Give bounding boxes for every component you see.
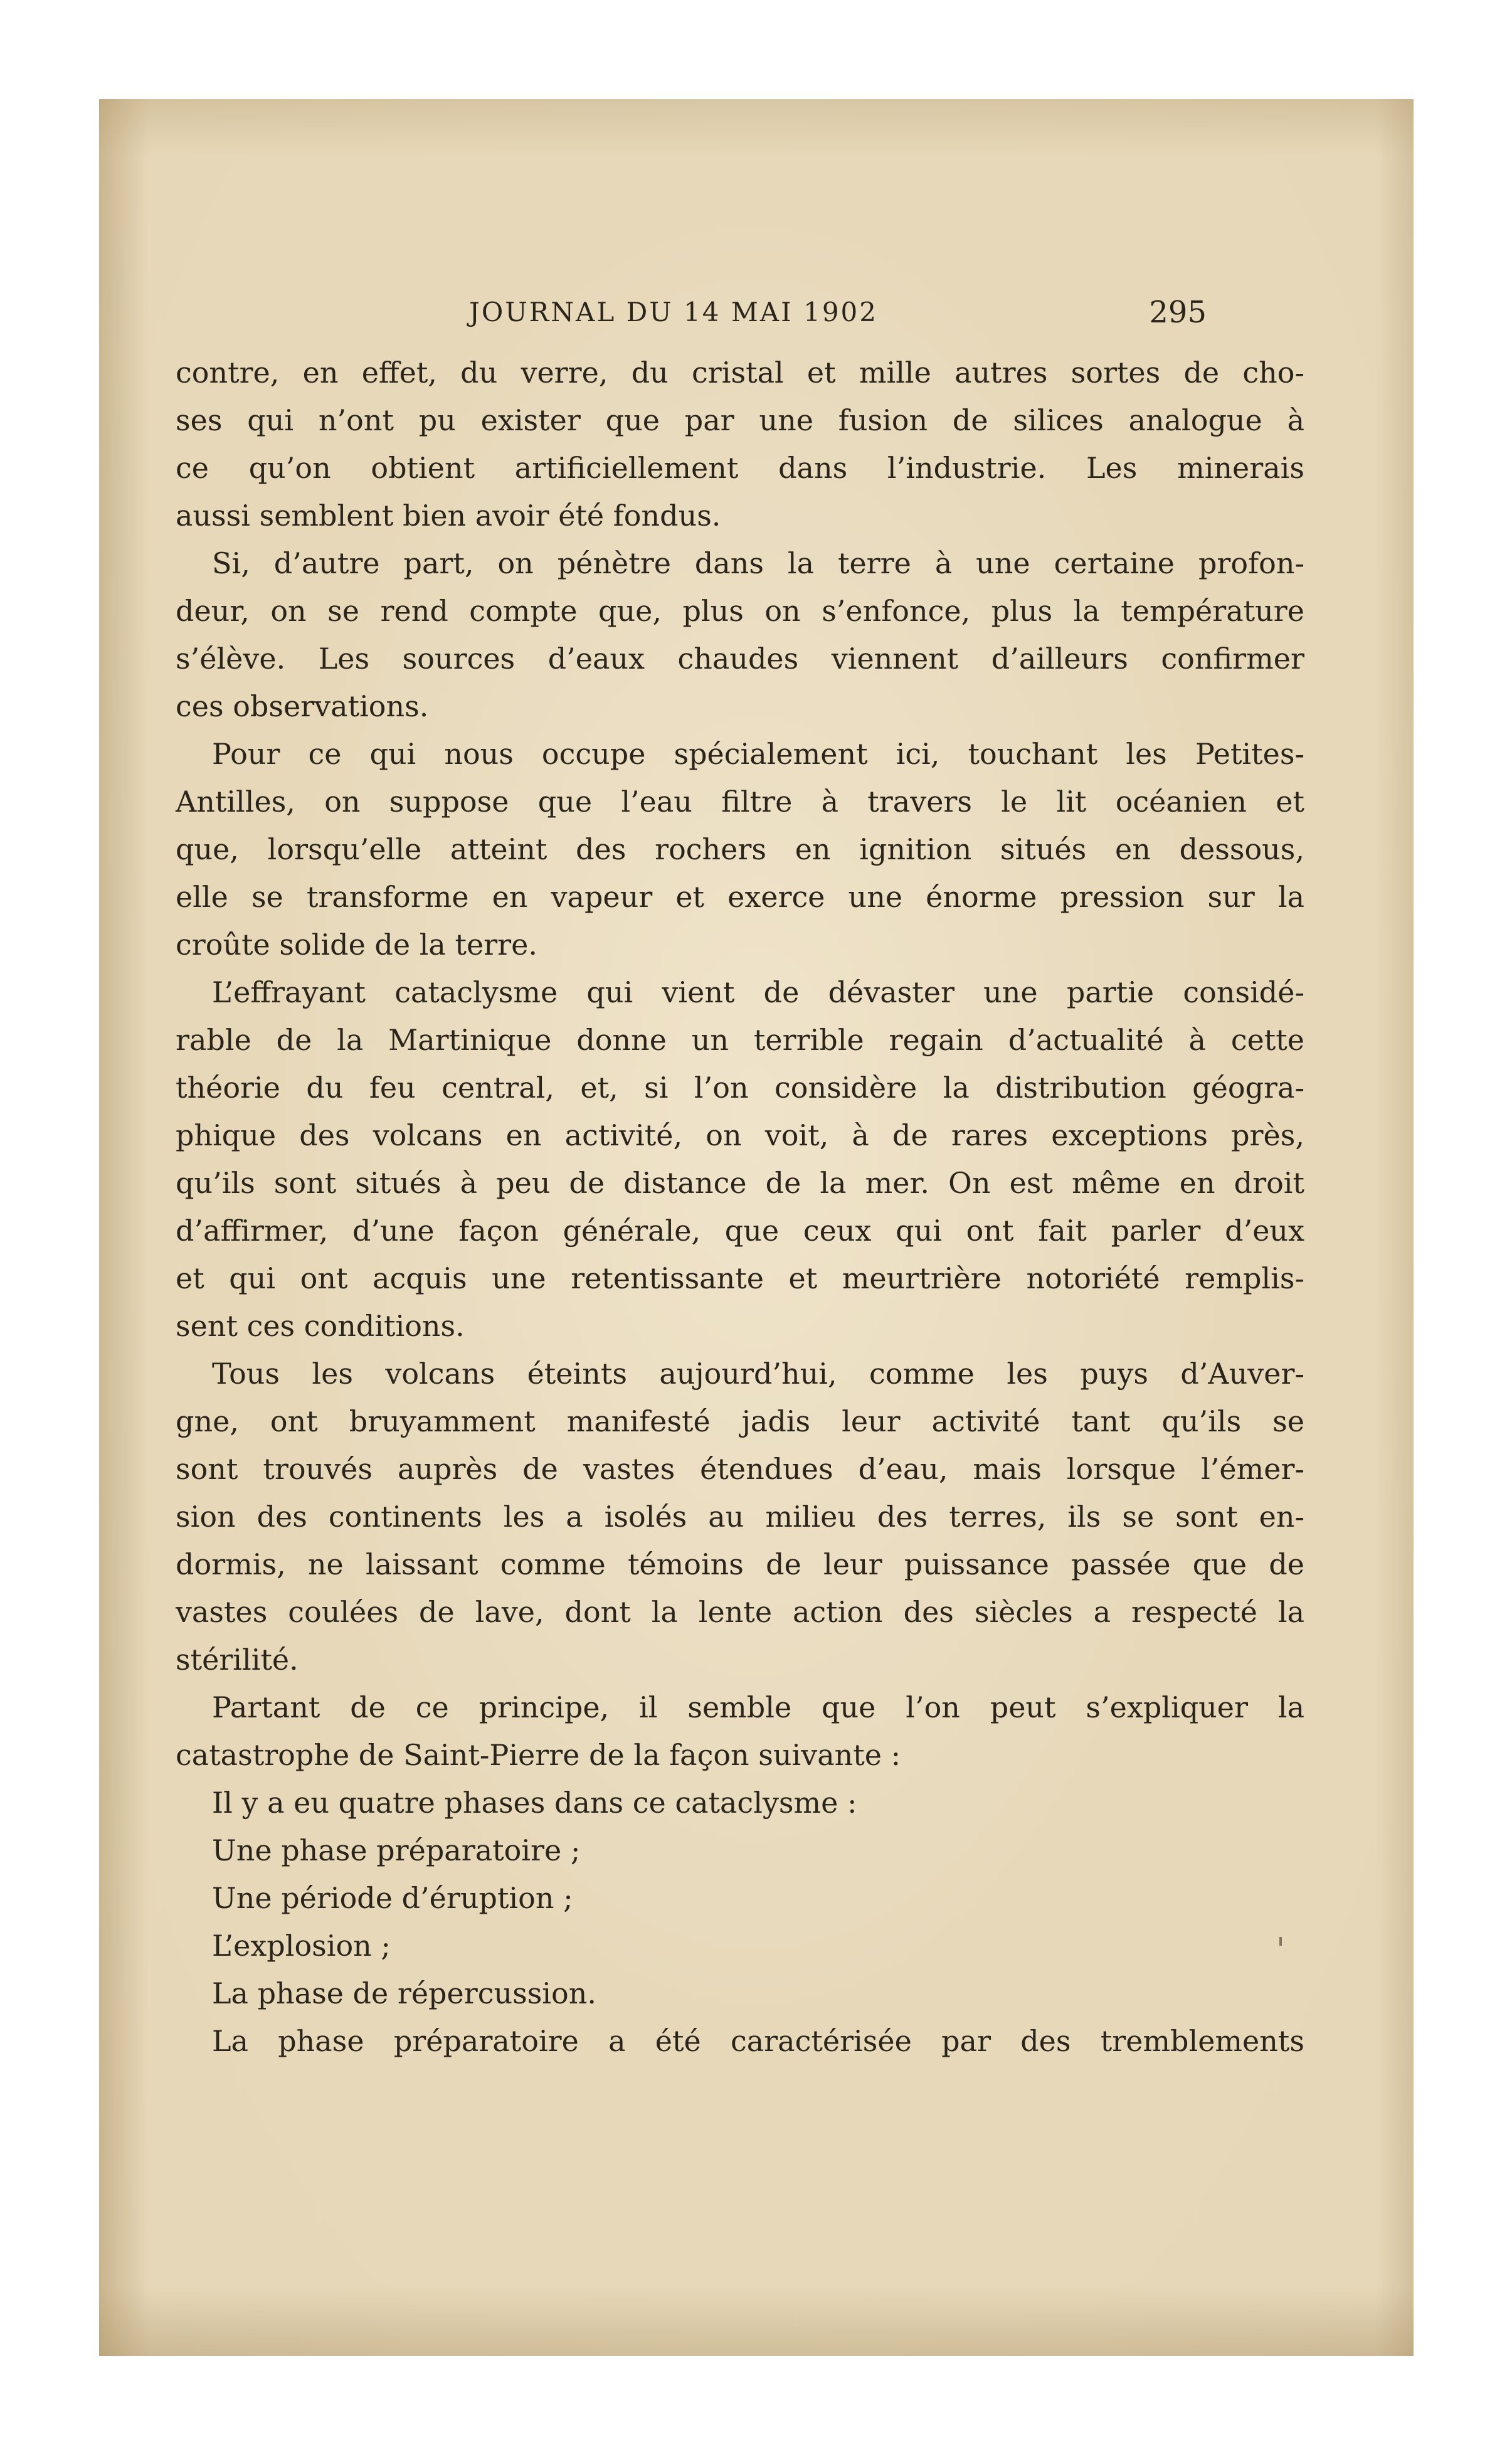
text-line: Partant de ce principe, il semble que l’on peut s’expliquer la [212, 1690, 1304, 1724]
text-line: qu’ils sont situés à peu de distance de la mer. On est même en droit [176, 1166, 1304, 1200]
text-line: L’explosion ; [212, 1929, 391, 1963]
text-line: contre, en effet, du verre, du cristal et mille autres sortes de cho- [176, 356, 1304, 390]
text-line: Il y a eu quatre phases dans ce cataclysme : [212, 1786, 857, 1820]
text-line: que, lorsqu’elle atteint des rochers en ignition situés en dessous, [176, 832, 1304, 866]
text-line: sont trouvés auprès de vastes étendues d’eau, mais lorsque l’émer- [176, 1452, 1304, 1486]
text-line: dormis, ne laissant comme témoins de leur puissance passée que de [176, 1547, 1304, 1581]
text-line: sion des continents les a isolés au milieu des terres, ils se sont en- [176, 1500, 1304, 1534]
text-line: et qui ont acquis une retentissante et meurtrière notoriété remplis- [176, 1261, 1304, 1295]
page-number: 295 [1149, 295, 1207, 330]
text-line: aussi semblent bien avoir été fondus. [176, 499, 721, 533]
text-line: rable de la Martinique donne un terrible regain d’actualité à cette [176, 1023, 1304, 1057]
text-line: sent ces conditions. [176, 1309, 465, 1343]
text-line: d’affirmer, d’une façon générale, que ceux qui ont fait parler d’eux [176, 1214, 1304, 1248]
text-line: ses qui n’ont pu exister que par une fusion de silices analogue à [176, 403, 1304, 437]
text-line: ce qu’on obtient artificiellement dans l’industrie. Les minerais [176, 451, 1304, 485]
text-line: Une période d’éruption ; [212, 1881, 573, 1915]
text-line: ces observations. [176, 689, 429, 723]
header-title: JOURNAL DU 14 MAI 1902 [469, 297, 878, 327]
text-line: phique des volcans en activité, on voit, à de rares exceptions près, [176, 1118, 1304, 1152]
text-line: stérilité. [176, 1643, 299, 1677]
body-text [176, 349, 1304, 2065]
text-line: elle se transforme en vapeur et exerce une énorme pression sur la [176, 880, 1304, 914]
text-line: La phase préparatoire a été caractérisée par des tremblements [212, 2024, 1304, 2058]
text-line: Une phase préparatoire ; [212, 1833, 581, 1867]
text-line: deur, on se rend compte que, plus on s’enfonce, plus la température [176, 594, 1304, 628]
running-header [99, 287, 1414, 337]
text-line: Tous les volcans éteints aujourd’hui, comme les puys d’Auver- [212, 1357, 1304, 1391]
text-line: s’élève. Les sources d’eaux chaudes viennent d’ailleurs confirmer [176, 642, 1304, 676]
text-line: croûte solide de la terre. [176, 928, 537, 962]
text-line: Si, d’autre part, on pénètre dans la terre à une certaine profon- [212, 546, 1304, 580]
text-line: Pour ce qui nous occupe spécialement ici, touchant les Petites- [212, 737, 1304, 771]
text-line: théorie du feu central, et, si l’on considère la distribution géogra- [176, 1071, 1304, 1105]
book-page [99, 99, 1414, 2356]
text-line: gne, ont bruyamment manifesté jadis leur activité tant qu’ils se [176, 1404, 1304, 1438]
text-line: vastes coulées de lave, dont la lente action des siècles a respecté la [176, 1595, 1304, 1629]
text-line: Antilles, on suppose que l’eau filtre à travers le lit océanien et [176, 785, 1304, 819]
text-line: La phase de répercussion. [212, 1976, 596, 2010]
paper-speck [1279, 1937, 1282, 1946]
text-line: L’effrayant cataclysme qui vient de dévaster une partie considé- [212, 975, 1304, 1009]
text-line: catastrophe de Saint-Pierre de la façon suivante : [176, 1738, 901, 1772]
